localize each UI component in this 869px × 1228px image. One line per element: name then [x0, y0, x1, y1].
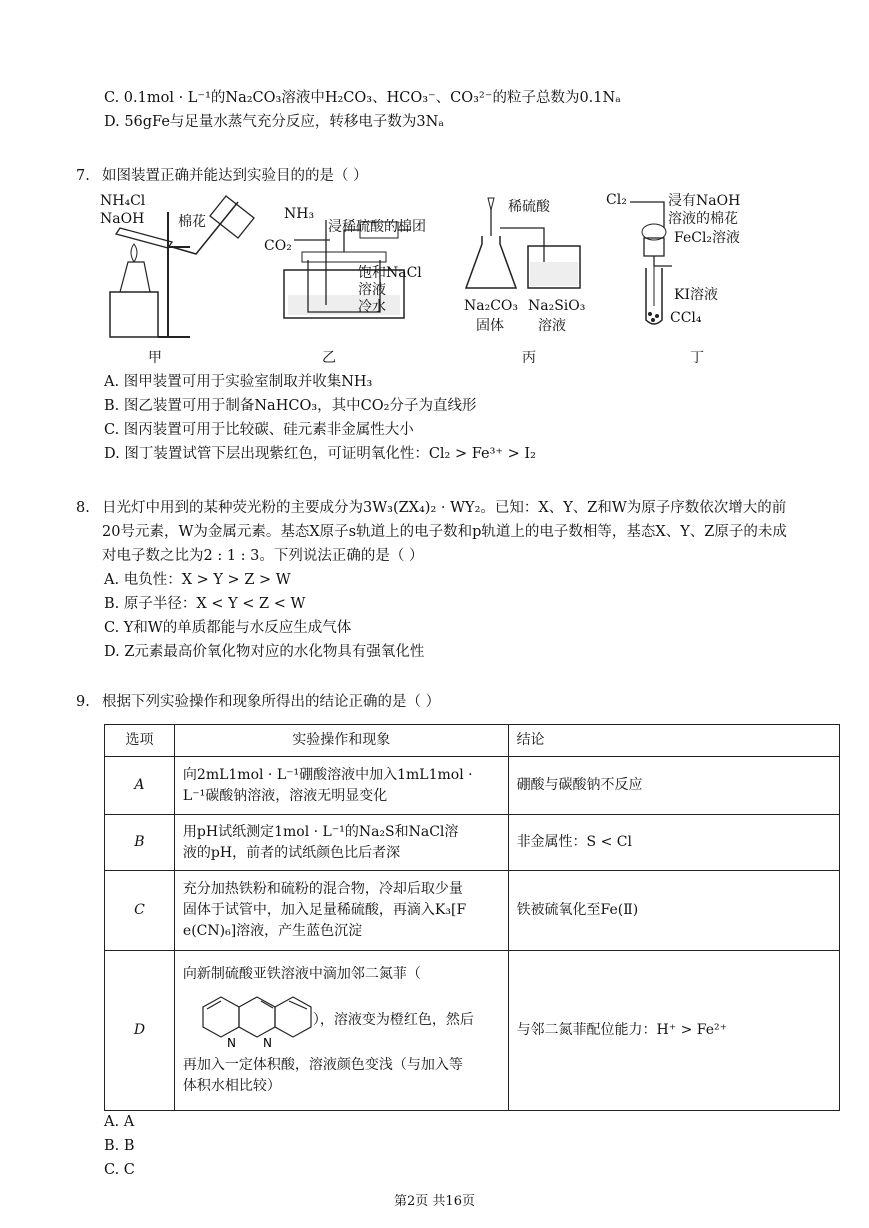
- q9-option-a: A. A: [104, 1114, 135, 1130]
- table-row: [105, 815, 840, 871]
- q8-stem-line3: 对电子数之比为2 : 1 : 3。下列说法正确的是（ ）: [102, 548, 424, 564]
- fig-jia-label-naoh: NaOH: [100, 211, 145, 227]
- fig-ding-label-ki: KI溶液: [674, 287, 718, 303]
- fig-ding-label-cotton: 溶液的棉花: [668, 211, 738, 227]
- q6-option-c: C. 0.1mol · L⁻¹的Na₂CO₃溶液中H₂CO₃、HCO₃⁻、CO₃²⁻的粒子总数为0.1Nₐ: [104, 90, 621, 106]
- fig-yi-label-coldwater: 冷水: [358, 299, 386, 315]
- row-operation: [174, 757, 508, 815]
- operation-line: e(CN)₆]溶液，产生蓝色沉淀: [182, 923, 363, 939]
- fig-ding-label-cl2: Cl₂: [606, 192, 627, 208]
- operation-line: ），溶液变为橙红色，然后: [312, 1011, 474, 1028]
- fig-jia-label-nh4cl: NH₄Cl: [100, 193, 146, 209]
- table-row: [105, 871, 840, 951]
- fig-yi-label-solution: 溶液: [358, 282, 386, 298]
- fig-bing-label-solution: 溶液: [538, 318, 566, 334]
- nitrogen-label-1: N: [226, 1036, 236, 1050]
- operation-line: 固体于试管中，加入足量稀硫酸，再滴入K₃[F: [182, 902, 467, 918]
- fig-yi-label-nacl: 饱和NaCl: [358, 265, 422, 281]
- molecule-line: [183, 985, 500, 1055]
- fig-yi-label-nh3: NH₃: [284, 206, 315, 222]
- operation-line: 体积水相比较）: [182, 1078, 281, 1094]
- q7-option-c: C. 图丙装置可用于比较碳、硅元素非金属性大小: [104, 422, 414, 438]
- q7-stem: 如图装置正确并能达到实验目的的是（ ）: [102, 168, 368, 184]
- q7-option-b: B. 图乙装置可用于制备NaHCO₃，其中CO₂分子为直线形: [104, 398, 477, 414]
- row-option: A: [105, 757, 175, 815]
- q8-option-a: A. 电负性：X > Y > Z > W: [104, 572, 291, 588]
- fig-ding-caption: 丁: [690, 350, 704, 366]
- table-row: [105, 757, 840, 815]
- row-conclusion: 铁被硫氧化至Fe(Ⅱ): [508, 871, 839, 951]
- q7-number: 7.: [76, 168, 90, 184]
- operation-line: 用pH试纸测定1mol · L⁻¹的Na₂S和NaCl溶: [182, 823, 459, 840]
- row-option: D: [105, 951, 175, 1111]
- row-operation: [174, 815, 508, 871]
- q8-stem-line2: 20号元素，W为金属元素。基态X原子s轨道上的电子数和p轨道上的电子数相等，基态X、Y、Z原子的未成: [102, 524, 787, 540]
- fig-jia-caption: 甲: [148, 350, 162, 366]
- row-conclusion: 与邻二氮菲配位能力：H⁺ > Fe²⁺: [508, 951, 839, 1111]
- header-conclusion: 结论: [508, 725, 839, 757]
- q8-option-d: D. Z元素最高价氧化物对应的水化物具有强氧化性: [104, 644, 425, 660]
- operation-line: 再加入一定体积酸，溶液颜色变浅（与加入等: [182, 1057, 463, 1073]
- header-operation: 实验操作和现象: [174, 725, 508, 757]
- q8-option-c: C. Y和W的单质都能与水反应生成气体: [104, 620, 352, 636]
- operation-line: 液的pH，前者的试纸颜色比后者深: [182, 844, 401, 861]
- row-option: B: [105, 815, 175, 871]
- fig-yi-label-cotton: 浸稀硫酸的棉团: [328, 219, 426, 235]
- nitrogen-label-2: N: [262, 1036, 272, 1050]
- q9-option-b: B. B: [104, 1138, 135, 1154]
- fig-yi-caption: 乙: [322, 350, 336, 366]
- fig-bing-label-acid: 稀硫酸: [508, 199, 550, 215]
- fig-bing-label-na2co3: Na₂CO₃: [464, 298, 519, 314]
- fig-ding-label-ccl4: CCl₄: [670, 310, 702, 326]
- operation-line: 向新制硫酸亚铁溶液中滴加邻二氮菲（: [182, 966, 421, 982]
- fig-ding-label-fecl2: FeCl₂溶液: [674, 230, 741, 246]
- operation-line: 向2mL1mol · L⁻¹硼酸溶液中加入1mL1mol ·: [182, 766, 473, 783]
- header-option: 选项: [105, 725, 175, 757]
- row-operation: [174, 871, 508, 951]
- fig-ding-label-naoh: 浸有NaOH: [668, 193, 741, 209]
- q8-option-b: B. 原子半径：X < Y < Z < W: [104, 596, 306, 612]
- page-footer: 第2页 共16页: [394, 1194, 475, 1209]
- fig-yi-label-co2: CO₂: [264, 238, 292, 254]
- operation-line: L⁻¹碳酸钠溶液，溶液无明显变化: [182, 787, 388, 804]
- table-row: [105, 951, 840, 1111]
- q8-stem-line1: 日光灯中用到的某种荧光粉的主要成分为3W₃(ZX₄)₂ · WY₂。已知：X、Y、Z和W为原子序数依次增大的前: [102, 500, 787, 516]
- fig-jia-label-cotton: 棉花: [178, 214, 206, 230]
- q7-option-a: A. 图甲装置可用于实验室制取并收集NH₃: [104, 374, 373, 390]
- fig-bing-caption: 丙: [522, 350, 536, 366]
- q7-option-d: D. 图丁装置试管下层出现紫红色，可证明氧化性：Cl₂ > Fe³⁺ > I₂: [104, 446, 536, 462]
- row-option: C: [105, 871, 175, 951]
- row-conclusion: 硼酸与碳酸钠不反应: [508, 757, 839, 815]
- q9-number: 9.: [76, 694, 90, 710]
- row-operation: [174, 951, 508, 1111]
- q6-option-d: D. 56gFe与足量水蒸气充分反应，转移电子数为3Nₐ: [104, 114, 444, 130]
- q9-stem: 根据下列实验操作和现象所得出的结论正确的是（ ）: [102, 694, 441, 710]
- q8-number: 8.: [76, 500, 90, 516]
- q9-table: [104, 724, 840, 1111]
- q9-option-c: C. C: [104, 1162, 135, 1178]
- fig-bing-label-solid: 固体: [476, 318, 504, 334]
- row-conclusion: 非金属性：S < Cl: [508, 815, 839, 871]
- fig-bing-label-na2sio3: Na₂SiO₃: [528, 298, 586, 314]
- operation-line: 充分加热铁粉和硫粉的混合物，冷却后取少量: [182, 881, 463, 897]
- phenanthroline-structure: [183, 985, 313, 1055]
- table-header-row: [105, 725, 840, 757]
